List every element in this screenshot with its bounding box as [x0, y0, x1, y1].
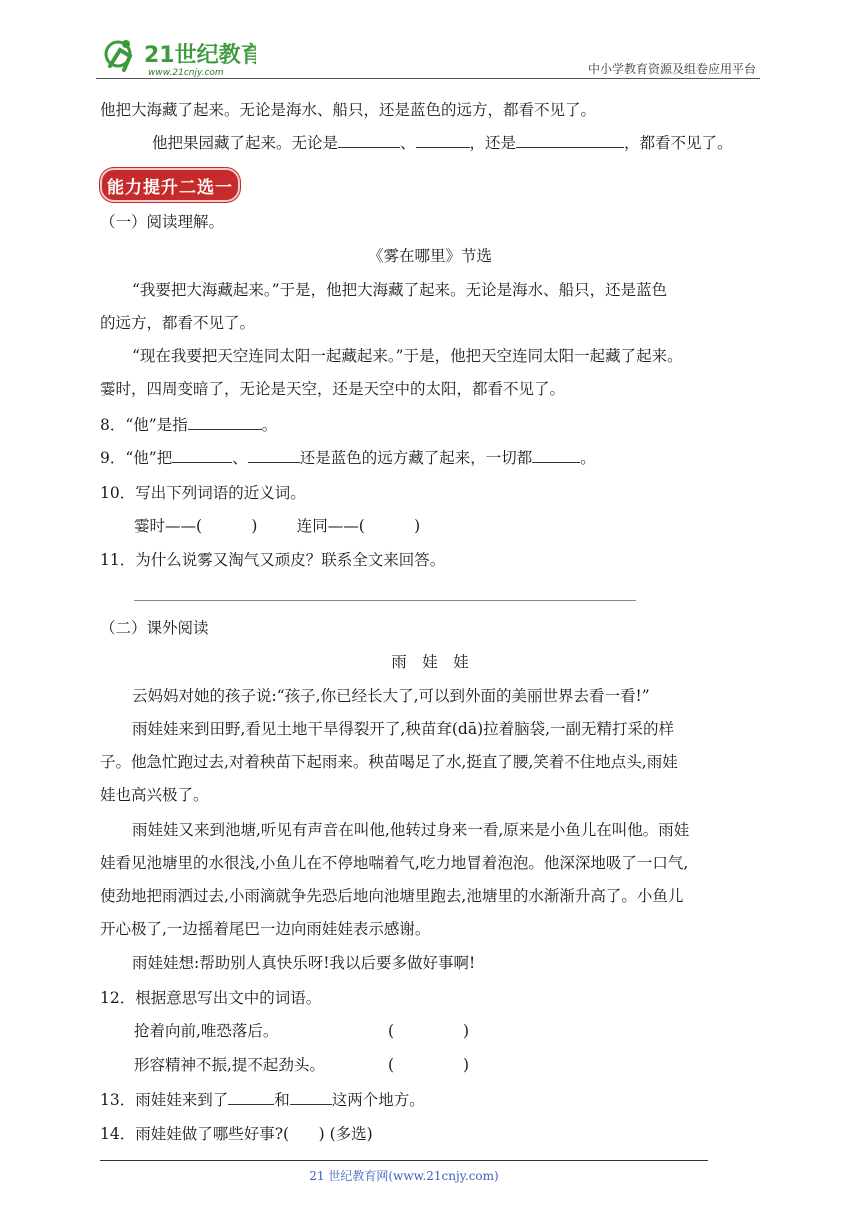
- paragraph: “我要把大海藏起来。”于是，他把大海藏了起来。无论是海水、船只，还是蓝色: [132, 281, 668, 299]
- paragraph: 霎时，四周变暗了，无论是天空，还是天空中的太阳，都看不见了。: [100, 380, 566, 398]
- part2-heading: （二）课外阅读: [100, 619, 209, 637]
- paragraph: “现在我要把天空连同太阳一起藏起来。”于是，他把天空连同太阳一起藏了起来。: [132, 347, 683, 365]
- paragraph: 开心极了,一边摇着尾巴一边向雨娃娃表示感谢。: [100, 920, 431, 938]
- question-11: 11．为什么说雾又淘气又顽皮？联系全文来回答。: [100, 551, 446, 569]
- paragraph: 使劲地把雨洒过去,小雨滴就争先恐后地向池塘里跑去,池塘里的水渐渐升高了。小鱼儿: [100, 887, 684, 905]
- answer-parens: ( ): [388, 1022, 470, 1040]
- paragraph: 子。他急忙跑过去,对着秧苗下起雨来。秧苗喝足了水,挺直了腰,笑着不住地点头,雨娃: [100, 753, 678, 771]
- blank: [416, 133, 470, 148]
- paragraph: 雨娃娃想:帮助别人真快乐呀!我以后要多做好事啊!: [132, 954, 476, 972]
- part1-heading: （一）阅读理解。: [100, 213, 225, 231]
- blank: [338, 133, 400, 148]
- footer-divider: [100, 1160, 708, 1161]
- part2-title: 雨 娃 娃: [391, 653, 469, 671]
- paragraph: 娃也高兴极了。: [100, 786, 209, 804]
- blank: [188, 415, 262, 430]
- platform-label: 中小学教育资源及组卷应用平台: [587, 62, 756, 76]
- blank: [532, 448, 580, 463]
- blank: [172, 448, 232, 463]
- footer-link[interactable]: 21 世纪教育网(www.21cnjy.com): [309, 1169, 499, 1183]
- question-10: 10．写出下列词语的近义词。: [100, 484, 306, 502]
- header-divider: [96, 78, 760, 79]
- question-12-item-a: 抢着向前,唯恐落后。: [134, 1022, 279, 1040]
- paragraph: 雨娃娃来到田野,看见土地干旱得裂开了,秧苗耷(dā)拉着脑袋,一副无精打采的样: [132, 720, 675, 738]
- top-line-2: 他把果园藏了起来。无论是 、 ，还是 ，都看不见了。: [152, 134, 733, 152]
- answer-parens: ( ): [388, 1056, 470, 1074]
- paragraph: 云妈妈对她的孩子说:“孩子,你已经长大了,可以到外面的美丽世界去看一看!”: [132, 687, 650, 705]
- paragraph: 雨娃娃又来到池塘,听见有声音在叫他,他转过身来一看,原来是小鱼儿在叫他。雨娃: [132, 821, 690, 839]
- blank: [290, 1090, 332, 1105]
- section-badge: 能力提升二选一: [100, 168, 240, 202]
- part1-title: 《雾在哪里》节选: [367, 247, 492, 265]
- question-12: 12．根据意思写出文中的词语。: [100, 989, 322, 1007]
- question-9: 9．“他”把 、 还是蓝色的远方藏了起来，一切都 。: [100, 449, 596, 467]
- top-line-1: 他把大海藏了起来。无论是海水、船只，还是蓝色的远方，都看不见了。: [100, 101, 597, 119]
- paragraph: 的远方，都看不见了。: [100, 314, 256, 332]
- site-logo: [96, 36, 256, 78]
- question-8: 8．“他”是指 。: [100, 416, 278, 434]
- question-13: 13．雨娃娃来到了 和 这两个地方。: [100, 1091, 425, 1109]
- blank: [228, 1090, 274, 1105]
- question-12-item-b: 形容精神不振,提不起劲头。: [134, 1056, 325, 1074]
- logo-text: 21世纪教育: [144, 43, 256, 68]
- question-10-items: 霎时——( ) 连同——( ): [134, 517, 421, 535]
- paragraph: 娃看见池塘里的水很浅,小鱼儿在不停地喘着气,吃力地冒着泡泡。他深深地吸了一口气,: [100, 854, 689, 872]
- answer-line: [134, 600, 636, 601]
- blank: [248, 448, 300, 463]
- blank: [516, 133, 624, 148]
- question-14: 14．雨娃娃做了哪些好事?( ) (多选): [100, 1125, 373, 1143]
- logo-url: www.21cnjy.com: [148, 68, 224, 78]
